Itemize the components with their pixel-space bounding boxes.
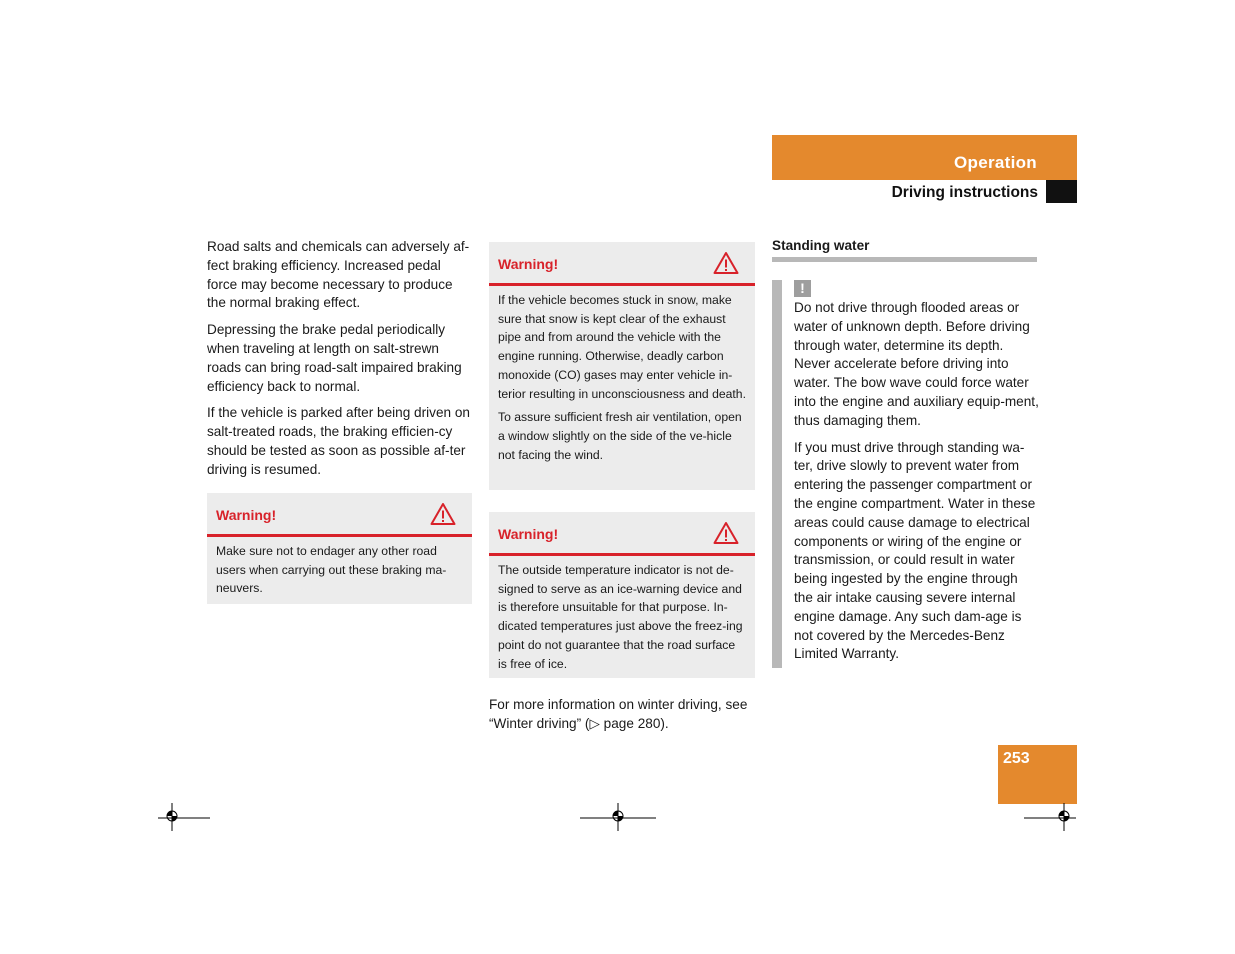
warning-header [207,493,472,537]
warning-triangle-icon [713,251,739,275]
standing-water-heading: Standing water [772,238,870,253]
header-tab-marker [1046,180,1077,203]
paragraph: Road salts and chemicals can adversely af-fect braking efficiency. Increased pedal force may become necessary to produce the normal braking effect. [207,239,470,311]
section-title: Operation [954,153,1037,172]
heading-rule [772,257,1037,262]
warning-box [489,242,755,490]
warning-body [489,556,755,686]
warning-header [489,242,755,286]
left-column [207,238,473,488]
warning-box [207,493,472,604]
warning-header [489,512,755,556]
note-text [794,299,1040,672]
warning-text: Make sure not to endager any other road users when carrying out these braking ma-neuvers. [216,544,447,596]
warning-text: If the vehicle becomes stuck in snow, make sure that snow is kept clear of the exhaust pipe and from around the vehicle with the engine running. Otherwise, deadly carbon monoxide (CO) gases may enter vehicle in-terior resulting in unconsciousness and death. [498,293,746,401]
warning-title: Warning! [498,256,559,272]
warning-title: Warning! [498,526,559,542]
note-paragraph: If you must drive through standing wa-ter, drive slowly to prevent water from entering the passenger compartment or the engine compartment. Water in these areas could cause damage to electrical components or wiring of the engine or transmission, or could result in water being ingested by the engine through the air intake causing severe internal engine damage. Any such dam-age is not covered by the Mercedes-Benz Limited Warranty. [794,439,1036,662]
exclamation-icon: ! [794,280,811,297]
cross-reference-text: For more information on winter driving, see “Winter driving” (▷ page 280). [489,697,748,731]
page-number: 253 [1003,750,1030,767]
paragraph: If the vehicle is parked after being driven on salt-treated roads, the braking efficien-cy should be tested as soon as possible af-ter driving is resumed. [207,405,470,477]
crop-mark-icon [1024,801,1076,831]
section-header-band [772,135,1077,180]
warning-triangle-icon [713,521,739,545]
note-side-bar [772,280,782,668]
warning-box [489,512,755,678]
warning-body [489,286,755,477]
warning-body [207,537,472,611]
page-number-box [998,745,1077,804]
note-paragraph: Do not drive through flooded areas or water of unknown depth. Before driving through water, determine its depth. Never accelerate before driving into water. The bow wave could force water into the engine and auxiliary equip-ment, thus damaging them. [794,300,1039,428]
warning-text: To assure sufficient fresh air ventilation, open a window slightly on the side of the ve-hicle not facing the wind. [498,410,742,462]
subsection-title: Driving instructions [891,184,1038,201]
crop-mark-icon [158,801,210,831]
warning-text: The outside temperature indicator is not de-signed to serve as an ice-warning device and is therefore unsuitable for that purpose. In-dicated temperatures just above the freez-ing point do not guarantee that the road surface is free of ice. [498,563,743,671]
warning-triangle-icon [430,502,456,526]
paragraph: Depressing the brake pedal periodically when traveling at length on salt-strewn roads can bring road-salt impaired braking efficiency back to normal. [207,322,462,394]
crop-mark-icon [580,801,656,831]
warning-title: Warning! [216,507,277,523]
